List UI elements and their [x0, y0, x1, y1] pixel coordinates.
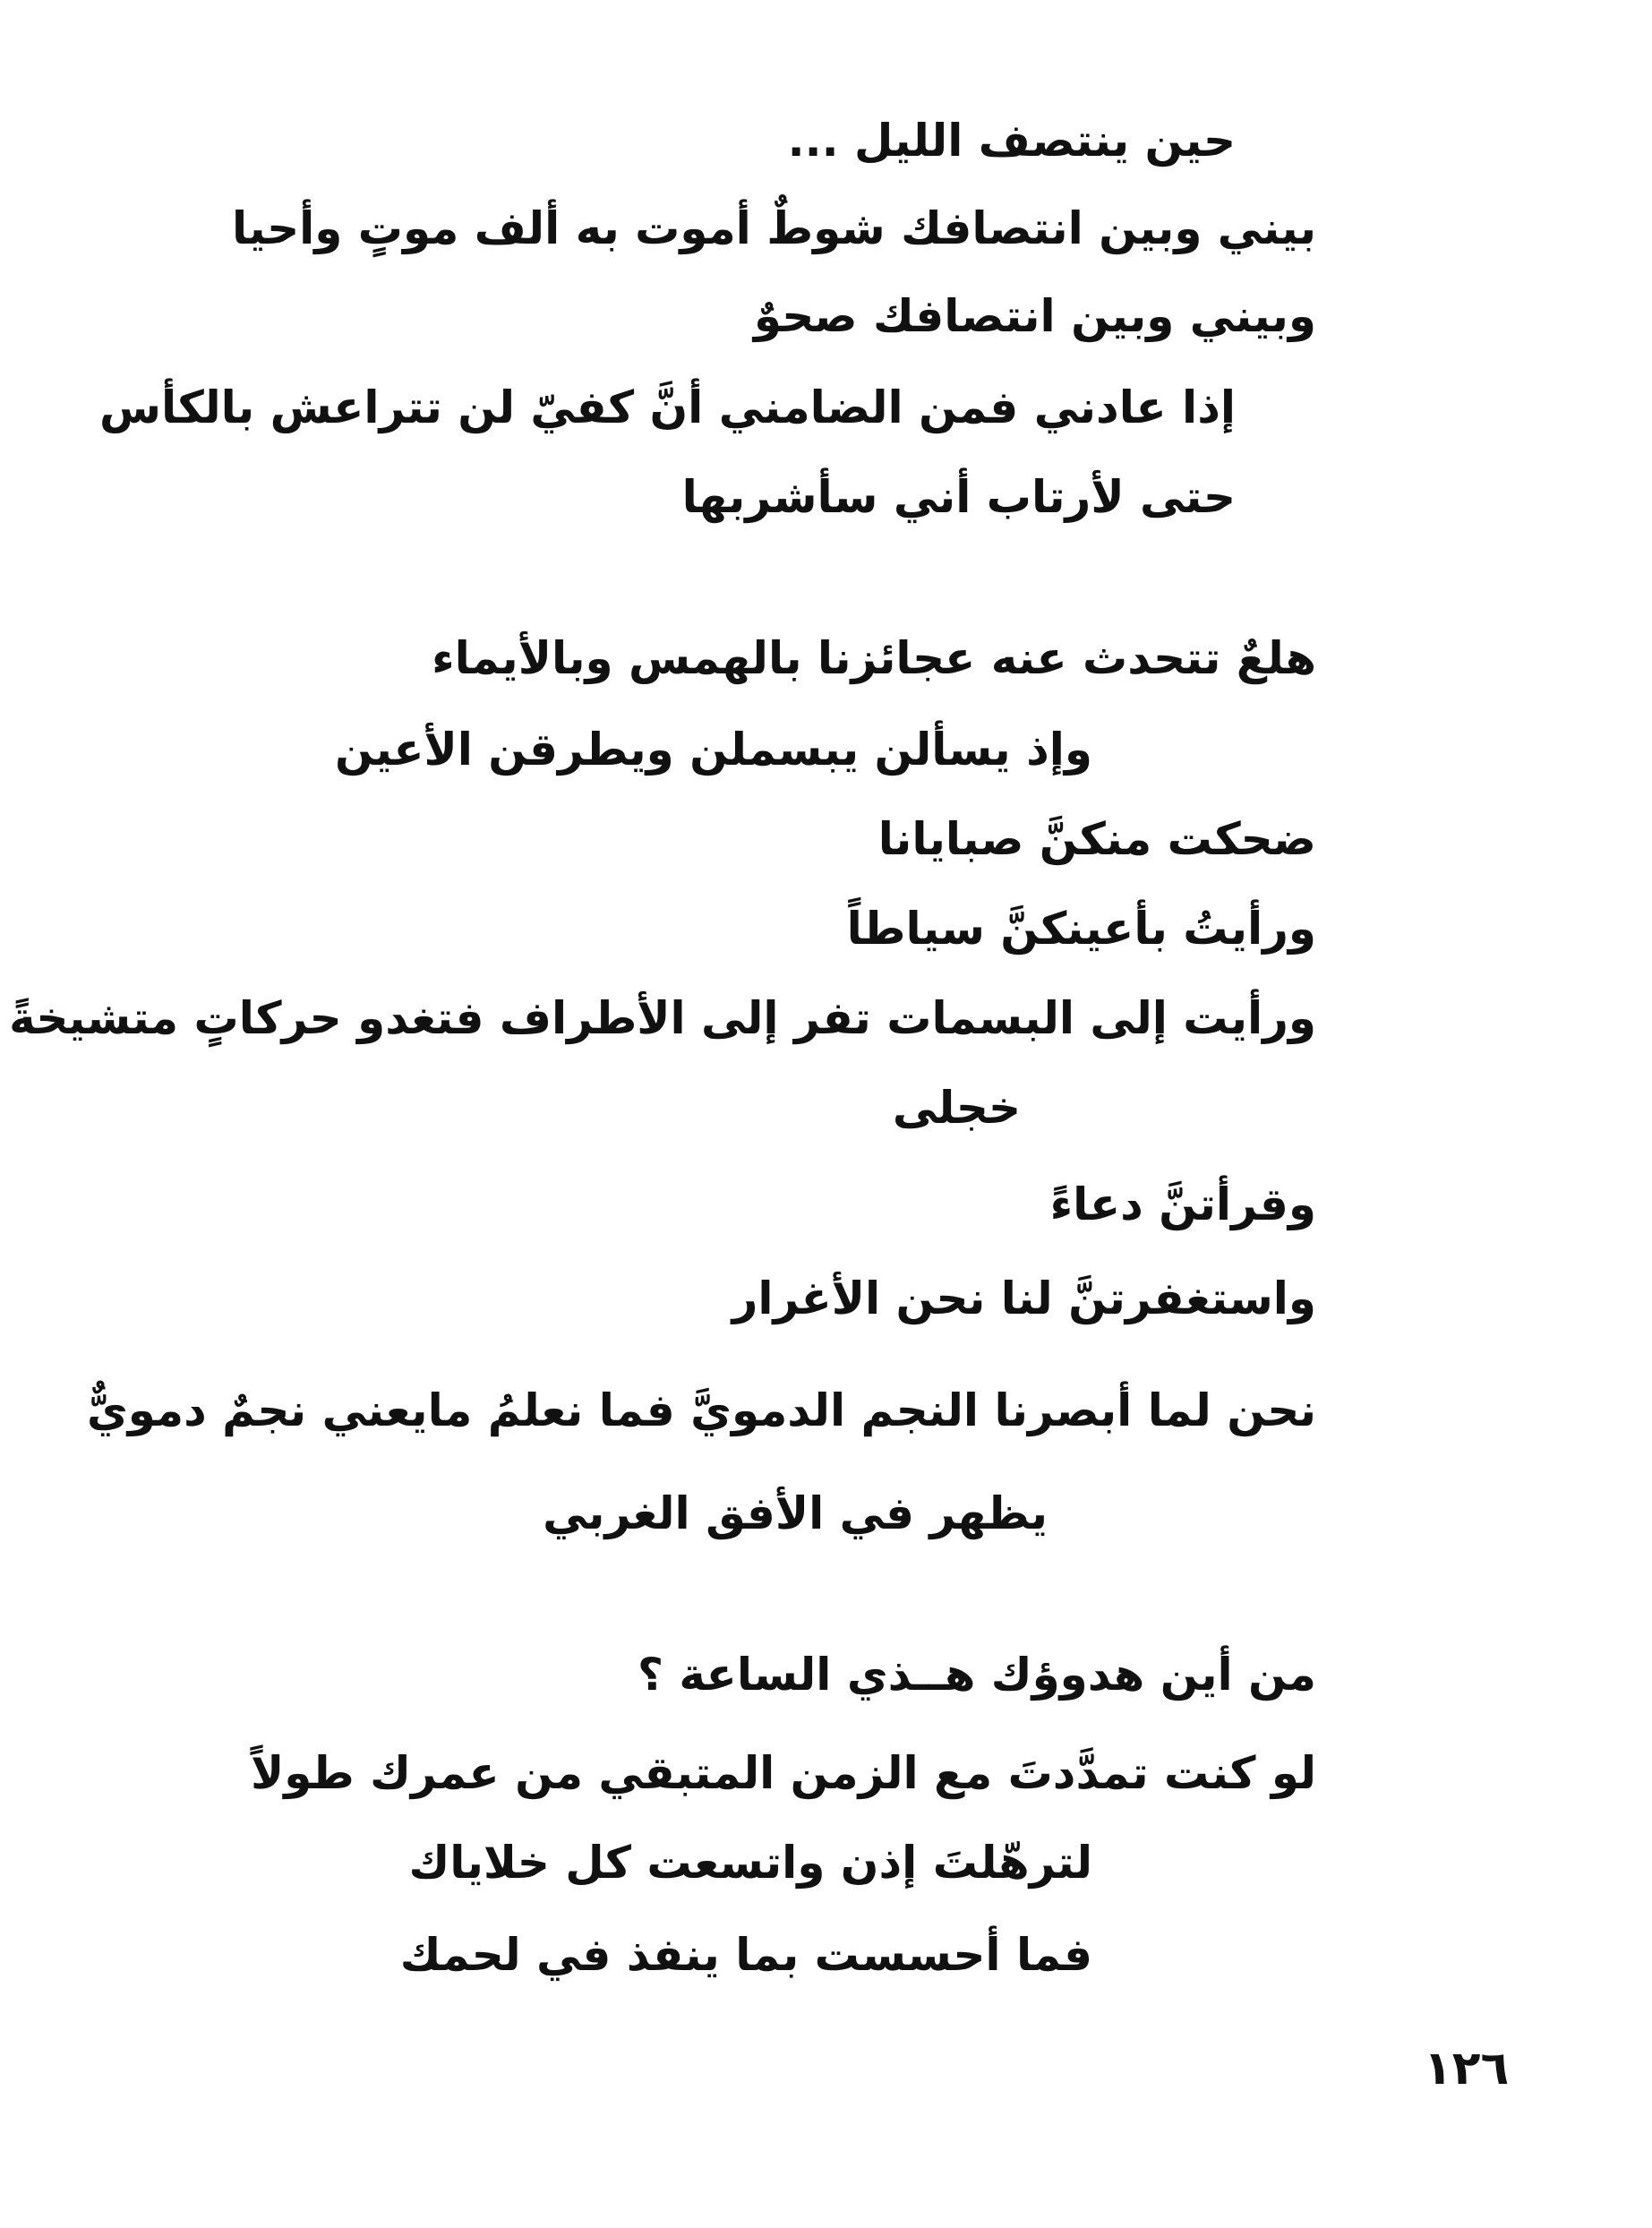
poem-line-1: حين ينتصف الليل ...	[787, 115, 1236, 167]
poem-line-16: من أين هدوؤك هــذي الساعة ؟	[637, 1649, 1316, 1701]
poem-line-15: يظهر في الأفق الغربي	[543, 1487, 1048, 1539]
poem-line-3: وبيني وبين انتصافك صحوٌ	[753, 290, 1316, 342]
poem-line-4: إذا عادني فمن الضامني أنَّ كفيّ لن تتراعش بالكأس	[99, 381, 1236, 433]
poem-line-10: ورأيت إلى البسمات تفر إلى الأطراف فتغدو حركاتٍ متشيخةً	[9, 992, 1316, 1044]
poem-line-17: لو كنت تمدَّدتَ مع الزمن المتبقي من عمرك طولاً	[250, 1747, 1316, 1799]
poem-line-12: وقرأتنَّ دعاءً	[1049, 1178, 1316, 1230]
poem-line-8: ضحكت منكنَّ صبايانا	[877, 813, 1316, 865]
poem-line-7: وإذ يسألن يبسملن ويطرقن الأعين	[334, 724, 1092, 776]
poem-line-5: حتى لأرتاب أني سأشربها	[681, 471, 1236, 523]
poem-line-9: ورأيتُ بأعينكنَّ سياطاً	[846, 903, 1316, 955]
page-number: ١٢٦	[1424, 2042, 1510, 2095]
poem-line-2: بيني وبين انتصافك شوطٌ أموت به ألف موتٍ وأحيا	[231, 202, 1316, 254]
poem-line-13: واستغفرتنَّ لنا نحن الأغرار	[732, 1273, 1316, 1324]
poem-line-19: فما أحسست بما ينفذ في لحمك	[399, 1929, 1092, 1981]
poem-line-11: خجلى	[892, 1082, 1021, 1134]
poem-line-18: لترهّلتَ إذن واتسعت كل خلاياك	[408, 1837, 1092, 1889]
poem-line-6: هلعٌ تتحدث عنه عجائزنا بالهمس وبالأيماء	[432, 632, 1316, 684]
poem-line-14: نحن لما أبصرنا النجم الدمويَّ فما نعلمُ مايعني نجمٌ دمويٌّ	[86, 1384, 1316, 1436]
